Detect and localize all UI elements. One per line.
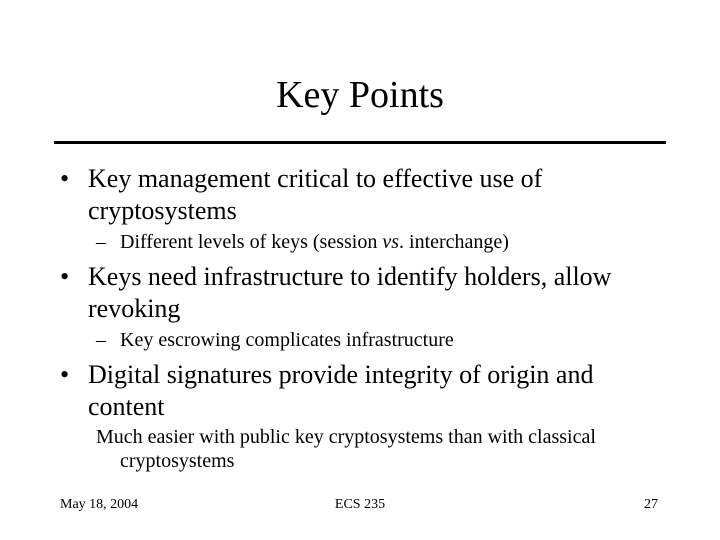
footer-course: ECS 235 [334,497,386,512]
sub-bullet-marker: – [96,329,106,351]
bullet-marker: • [60,164,70,193]
sub-bullet-marker: – [96,231,106,253]
slide-title: Key Points [276,74,444,116]
italic-text: vs [382,231,400,253]
bullet-text: Key management critical to effective use of cryptosystems [88,164,543,225]
bullet-marker: • [60,360,70,389]
bullet-text: Digital signatures provide integrity of origin and content [88,360,594,421]
bullet-text: Keys need infrastructure to identify holders, allow revoking [88,262,612,323]
footer-date: May 18, 2004 [60,497,139,512]
sub-bullet-text: Key escrowing complicates infrastructure [120,329,454,351]
slide-note: Much easier with public key cryptosystems than with classical cryptosystems [96,426,596,472]
title-divider [54,141,666,144]
sub-bullet-text: Different levels of keys (session vs. interchange) [120,231,509,253]
footer-page-number: 27 [644,497,658,512]
bullet-marker: • [60,262,70,291]
